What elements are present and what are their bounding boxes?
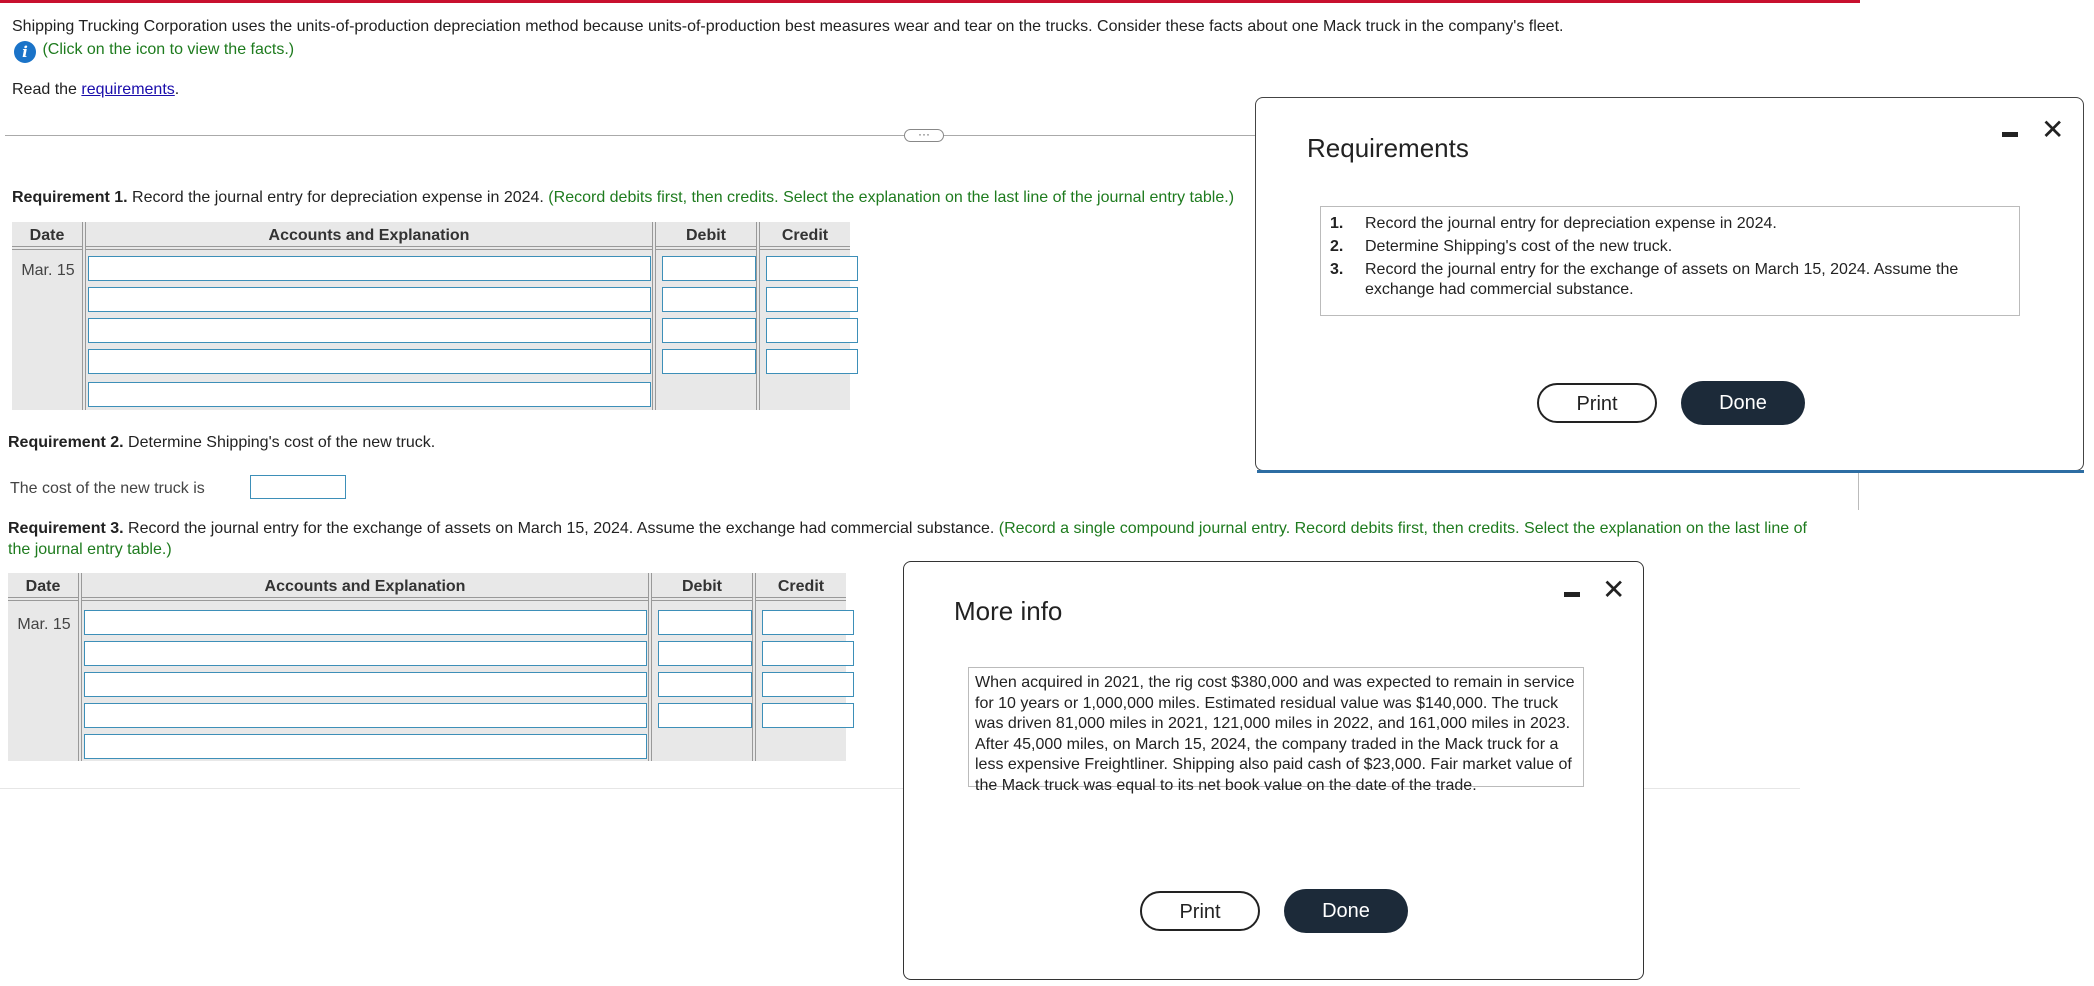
- req1-col-sep: [756, 222, 760, 410]
- scroll-edge: [1858, 470, 1859, 510]
- requirement-item: 3. Record the journal entry for the exchange of assets on March 15, 2024. Assume the exchange had commercial substance.: [1330, 261, 1959, 298]
- divider-expand-handle[interactable]: ···: [904, 129, 944, 142]
- req3-col-sep: [78, 573, 82, 761]
- req3-journal-table: [8, 573, 846, 761]
- close-icon[interactable]: ✕: [1602, 574, 1626, 605]
- req1-debit-input[interactable]: [662, 287, 756, 312]
- req3-header-debit: Debit: [652, 573, 752, 601]
- req3-col-sep: [648, 573, 652, 761]
- req3-credit-input[interactable]: [762, 610, 854, 635]
- req1-credit-input[interactable]: [766, 349, 858, 374]
- top-accent-bar: [0, 0, 1860, 3]
- req2-text: Determine Shipping's cost of the new truck.: [123, 434, 436, 451]
- req3-credit-input[interactable]: [762, 641, 854, 666]
- req1-heading: [12, 188, 1262, 208]
- requirements-dialog-shadow: [1257, 470, 2084, 473]
- req1-date: Mar. 15: [21, 262, 75, 279]
- req1-header-accounts: Accounts and Explanation: [86, 222, 652, 250]
- more-info-done-button[interactable]: Done: [1284, 889, 1408, 933]
- read-requirements-line: [12, 80, 179, 100]
- requirements-done-button[interactable]: Done: [1681, 381, 1805, 425]
- facts-row: [14, 41, 295, 63]
- req1-credit-input[interactable]: [766, 256, 858, 281]
- req1-explanation-input[interactable]: [88, 382, 651, 407]
- new-truck-cost-input[interactable]: [250, 475, 346, 499]
- requirements-list-box: [1320, 206, 2020, 316]
- requirement-item: 2. Determine Shipping's cost of the new truck.: [1330, 238, 1673, 255]
- req3-debit-input[interactable]: [658, 672, 752, 697]
- req1-col-sep: [652, 222, 656, 410]
- req1-journal-table: [12, 222, 850, 410]
- req1-debit-input[interactable]: [662, 349, 756, 374]
- req3-col-sep: [752, 573, 756, 761]
- more-info-facts: When acquired in 2021, the rig cost $380,000 and was expected to remain in service for 10 years or 1,000,000 miles. Estimated residual value was $140,000. The truck was driven 81,000 miles in 2021, 121,000 miles in 2022, and 161,000 miles in 2023. After 45,000 miles, on March 15, 2024, the company traded in the Mack truck for a less expensive Freightliner. Shipping also paid cash of $23,000. Fair market value of the Mack truck was equal to its net book value on the date of the trade.: [968, 667, 1584, 787]
- req1-debit-input[interactable]: [662, 318, 756, 343]
- req3-account-input[interactable]: [84, 610, 647, 635]
- req3-date: Mar. 15: [17, 616, 71, 633]
- minimize-icon[interactable]: [1564, 592, 1580, 597]
- req1-account-input[interactable]: [88, 318, 651, 343]
- req2-cost-label: The cost of the new truck is: [10, 480, 205, 497]
- req1-header-date: Date: [12, 222, 82, 250]
- more-info-print-button[interactable]: Print: [1140, 891, 1260, 931]
- req1-account-input[interactable]: [88, 287, 651, 312]
- minimize-icon[interactable]: [2002, 132, 2018, 137]
- info-icon[interactable]: i: [14, 41, 36, 63]
- read-suffix: .: [174, 81, 180, 98]
- requirement-item: 1. Record the journal entry for depreciation expense in 2024.: [1330, 215, 1777, 232]
- req3-account-input[interactable]: [84, 703, 647, 728]
- req3-explanation-input[interactable]: [84, 734, 647, 759]
- req3-header-date: Date: [8, 573, 78, 601]
- req1-account-input[interactable]: [88, 256, 651, 281]
- requirements-list: [1321, 214, 2019, 300]
- intro-text: Shipping Trucking Corporation uses the units-of-production depreciation method because units-of-production best measures wear and tear on the trucks. Consider these facts about one Mack truck in the company's fleet.: [12, 18, 1564, 35]
- req1-header-credit: Credit: [760, 222, 850, 250]
- req3-hint-cont: the journal entry table.): [8, 541, 172, 558]
- requirements-dialog-title: Requirements: [1307, 133, 1469, 163]
- req3-debit-input[interactable]: [658, 703, 752, 728]
- req2-label: Requirement 2.: [8, 434, 124, 451]
- req3-credit-input[interactable]: [762, 672, 854, 697]
- req3-debit-input[interactable]: [658, 610, 752, 635]
- read-prefix: Read the: [12, 81, 82, 98]
- req1-col-sep: [82, 222, 86, 410]
- req3-heading: [8, 519, 1858, 539]
- req1-account-input[interactable]: [88, 349, 651, 374]
- req1-text: Record the journal entry for depreciation expense in 2024.: [127, 189, 544, 206]
- req3-account-input[interactable]: [84, 672, 647, 697]
- req3-header-credit: Credit: [756, 573, 846, 601]
- req3-account-input[interactable]: [84, 641, 647, 666]
- req2-heading: [8, 433, 435, 453]
- req1-credit-input[interactable]: [766, 318, 858, 343]
- requirements-print-button[interactable]: Print: [1537, 383, 1657, 423]
- req3-hint: (Record a single compound journal entry. Record debits first, then credits. Select the explanation on the last line of: [994, 520, 1807, 537]
- facts-hint: (Click on the icon to view the facts.): [42, 41, 295, 58]
- req3-text: Record the journal entry for the exchange of assets on March 15, 2024. Assume the exchange had commercial substance.: [123, 520, 995, 537]
- requirements-dialog: [1255, 97, 2084, 471]
- req3-header-accounts: Accounts and Explanation: [82, 573, 648, 601]
- req1-hint: (Record debits first, then credits. Select the explanation on the last line of the journal entry table.): [543, 189, 1235, 206]
- req1-label: Requirement 1.: [12, 189, 128, 206]
- req3-debit-input[interactable]: [658, 641, 752, 666]
- req1-credit-input[interactable]: [766, 287, 858, 312]
- req3-label: Requirement 3.: [8, 520, 124, 537]
- more-info-title: More info: [954, 596, 1063, 626]
- req3-credit-input[interactable]: [762, 703, 854, 728]
- req1-debit-input[interactable]: [662, 256, 756, 281]
- requirements-link[interactable]: requirements: [81, 81, 175, 98]
- close-icon[interactable]: ✕: [2041, 114, 2065, 145]
- more-info-dialog: [903, 561, 1644, 980]
- section-divider: [5, 135, 1255, 136]
- req1-header-debit: Debit: [656, 222, 756, 250]
